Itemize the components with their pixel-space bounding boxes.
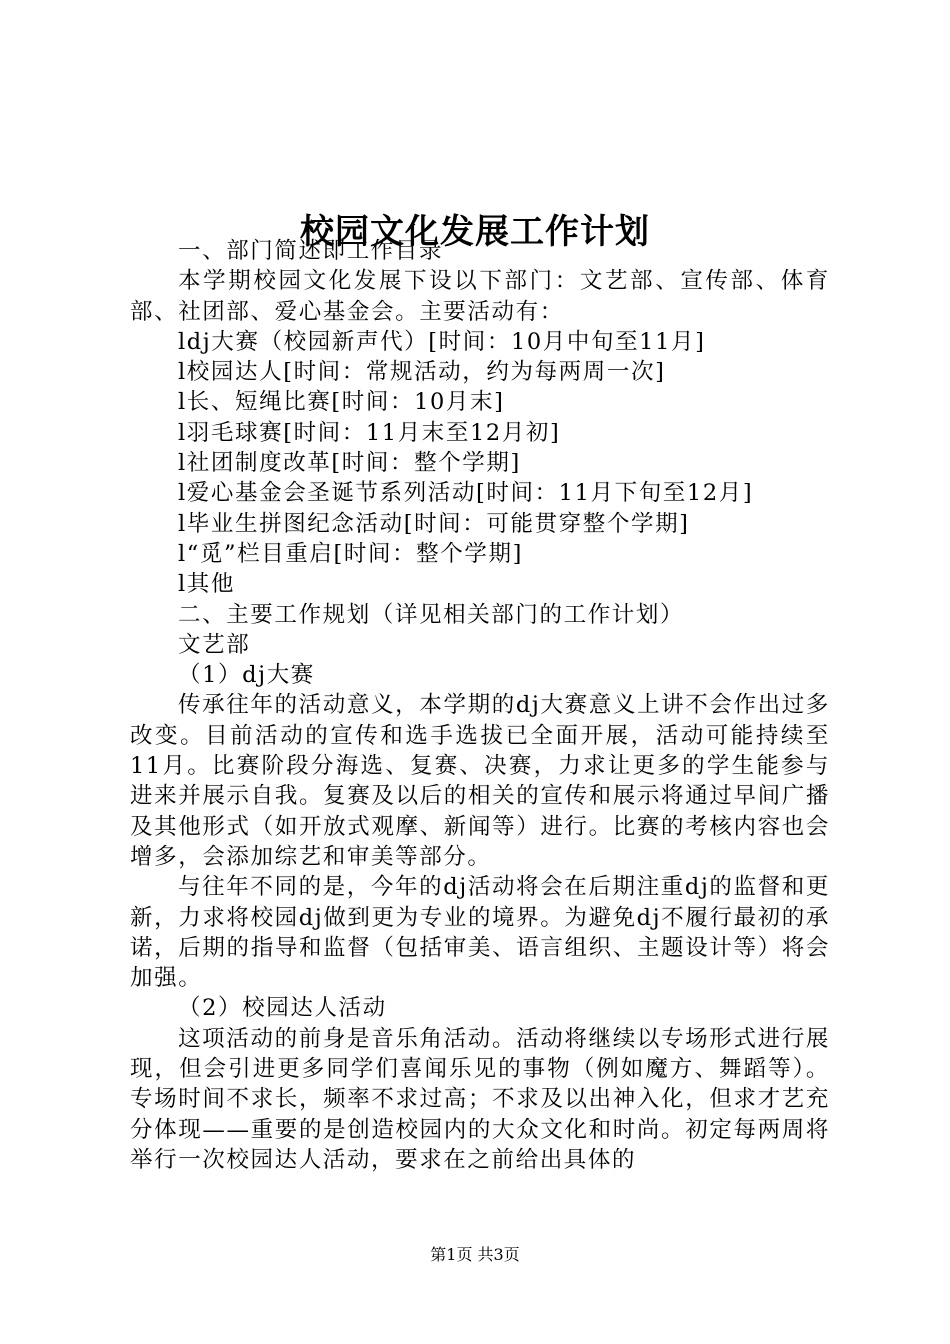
list-item: l爱心基金会圣诞节系列活动[时间：11月下旬至12月] <box>178 480 754 507</box>
section-heading-2: 二、主要工作规划（详见相关部门的工作计划） <box>178 601 685 628</box>
page-footer: 第1页 共3页 <box>430 1245 520 1264</box>
list-item: l长、短绳比赛[时间：10月末] <box>178 389 505 416</box>
list-item: l毕业生拼图纪念活动[时间：可能贯穿整个学期] <box>178 510 690 537</box>
paragraph-departments: 本学期校园文化发展下设以下部门：文艺部、宣传部、体育部、社团部、爱心基金会。主要活动有： <box>130 268 830 325</box>
document-title: 校园文化发展工作计划 <box>300 211 650 252</box>
list-item: l羽毛球赛[时间：11月末至12月初] <box>178 419 561 446</box>
item-heading: （2）校园达人活动 <box>178 995 387 1022</box>
subsection-heading: 文艺部 <box>178 631 251 658</box>
list-item: l社团制度改革[时间：整个学期] <box>178 450 521 477</box>
list-item: ldj大赛（校园新声代）[时间：10月中旬至11月] <box>178 328 706 355</box>
list-item: l其他 <box>178 571 235 598</box>
paragraph: 与往年不同的是，今年的dj活动将会在后期注重dj的监督和更新，力求将校园dj做到更为专业的境界。为避免dj不履行最初的承诺，后期的指导和监督（包括审美、语言组织、主题设计等）将会加强。 <box>130 874 830 992</box>
paragraph: 这项活动的前身是音乐角活动。活动将继续以专场形式进行展现，但会引进更多同学们喜闻乐见的事物（例如魔方、舞蹈等）。专场时间不求长，频率不求过高；不求及以出神入化，但求才艺充分体现——重要的是创造校园内的大众文化和时尚。初定每两周将举行一次校园达人活动，要求在之前给出具体的 <box>130 1025 830 1173</box>
list-item: l校园达人[时间：常规活动，约为每两周一次] <box>178 359 666 386</box>
document-body <box>130 236 830 1175</box>
paragraph: 传承往年的活动意义，本学期的dj大赛意义上讲不会作出过多改变。目前活动的宣传和选手选拔已全面开展，活动可能持续至11月。比赛阶段分海选、复赛、决赛，力求让更多的学生能参与进来并展示自我。复赛及以后的相关的宣传和展示将通过早间广播及其他形式（如开放式观摩、新闻等）进行。比赛的考核内容也会增多，会添加综艺和审美等部分。 <box>130 692 830 870</box>
list-item: l“觅”栏目重启[时间：整个学期] <box>178 540 523 567</box>
item-heading: （1）dj大赛 <box>178 662 315 689</box>
section-heading-1: 一、部门简述即工作目录 <box>178 238 444 264</box>
